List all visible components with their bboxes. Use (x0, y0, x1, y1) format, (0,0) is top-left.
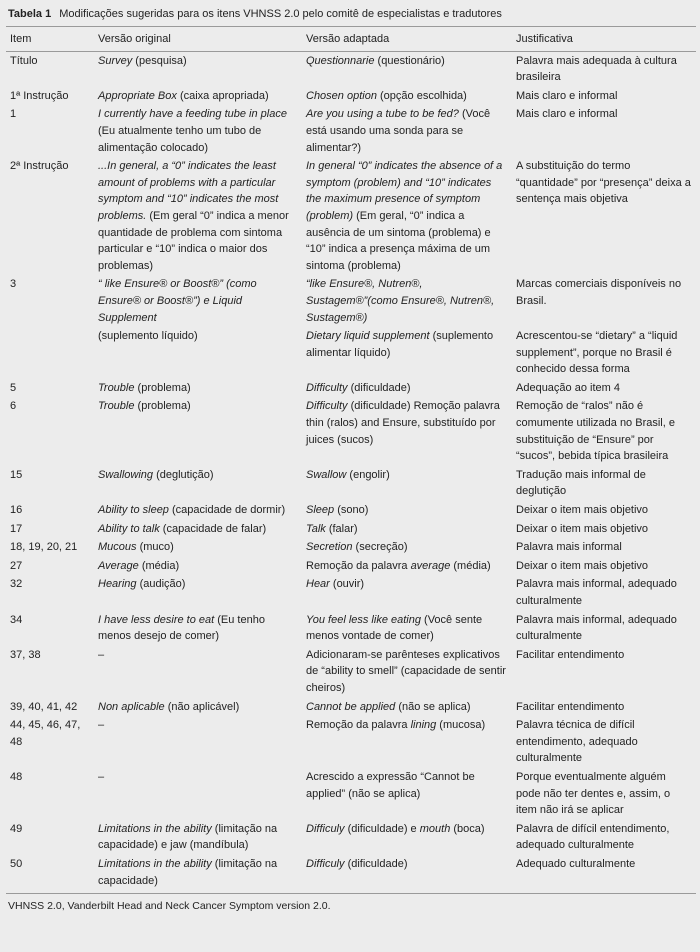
cell-original (94, 646, 302, 698)
cell-item: 3 (10, 278, 17, 291)
text: (Você está usando uma sonda para se alimentar?) (306, 108, 491, 154)
table-row (6, 646, 696, 698)
italic-text: Secretion (306, 541, 353, 554)
text: (Eu atualmente tenho um tubo de alimentação colocado) (98, 124, 262, 154)
table-row (6, 87, 696, 106)
text: (não aplicável) (164, 700, 240, 713)
header-justification: Justificativa (512, 29, 696, 51)
cell-original (94, 327, 302, 379)
cell-justification: Palavra mais informal, adequado culturalmente (516, 613, 677, 643)
text: (Você sente menos vontade de comer) (306, 613, 483, 643)
italic-text: Hear (306, 578, 330, 591)
header-original: Versão original (94, 29, 302, 51)
italic-text: In general “0” indicates the absence of a symptom (problem) and “10” indicates the maximum presence of symptom (problem) (306, 160, 503, 222)
cell-adapted (302, 157, 512, 275)
text: (dificuldade) Remoção palavra thin (ralos) and Ensure, substituído por juices (sucos) (306, 400, 500, 446)
text: (Eu tenho menos desejo de comer) (98, 613, 265, 643)
italic-text: average (410, 559, 451, 572)
cell-adapted (302, 105, 512, 157)
cell-original (94, 51, 302, 87)
text: (suplemento líquido) (98, 330, 198, 343)
italic-text: Are you using a tube to be fed? (306, 108, 459, 121)
italic-text: Difficulty (306, 400, 348, 413)
cell-justification: Porque eventualmente alguém pode não ter dentes e, assim, o item não irá se aplicar (516, 770, 671, 817)
table-row (6, 716, 696, 768)
italic-text: Limitations in the ability (98, 857, 212, 870)
cell-justification: Palavra mais informal, adequado culturalmente (516, 578, 677, 607)
table-row (6, 105, 696, 157)
italic-text: Hearing (98, 578, 137, 591)
table-row (6, 820, 696, 855)
italic-text: Questionnarie (306, 54, 375, 67)
text: (limitação na capacidade) e jaw (mandíbula) (98, 822, 278, 852)
text: (secreção) (352, 541, 408, 554)
text: (ouvir) (329, 578, 365, 591)
text: – (98, 770, 105, 783)
cell-original (94, 105, 302, 157)
cell-justification: Palavra de difícil entendimento, adequado culturalmente (516, 822, 670, 852)
cell-justification: Deixar o item mais objetivo (516, 522, 649, 535)
cell-original (94, 768, 302, 820)
cell-adapted (302, 466, 512, 501)
italic-text: Ability to talk (98, 522, 160, 535)
cell-adapted (302, 520, 512, 539)
italic-text: Survey (98, 54, 133, 67)
text: – (98, 648, 105, 661)
cell-adapted (302, 820, 512, 855)
cell-adapted (302, 51, 512, 87)
text: Acrescido a expressão “Cannot be applied” (não se aplica) (306, 770, 475, 800)
caption-divider (6, 26, 696, 27)
italic-text: Mucous (98, 541, 137, 554)
cell-adapted (302, 855, 512, 890)
table-caption (8, 7, 692, 21)
cell-justification: Deixar o item mais objetivo (516, 559, 649, 572)
cell-adapted (302, 379, 512, 398)
italic-text: lining (410, 719, 437, 732)
table-row (6, 538, 696, 557)
italic-text: Trouble (98, 400, 135, 413)
cell-item: 6 (10, 400, 17, 413)
cell-justification: Facilitar entendimento (516, 648, 625, 661)
cell-item: 50 (10, 857, 23, 870)
cell-item: 49 (10, 822, 23, 835)
text: (limitação na capacidade) (98, 857, 278, 887)
cell-original (94, 466, 302, 501)
text: (opção escolhida) (376, 89, 467, 102)
italic-text: You feel less like eating (306, 613, 421, 626)
text: (dificuldade) (347, 381, 411, 394)
cell-item: 34 (10, 613, 23, 626)
italic-text: Difficulty (306, 381, 348, 394)
cell-original (94, 611, 302, 646)
cell-original (94, 87, 302, 106)
cell-adapted (302, 87, 512, 106)
text: (falar) (325, 522, 358, 535)
cell-justification: Mais claro e informal (516, 89, 618, 102)
text: (dificuldade) (344, 857, 408, 870)
italic-text: ...In general, a “0” indicates the least amount of problems with a particular symptom and “10” indicates the most problems. (98, 160, 279, 222)
header-adapted: Versão adaptada (302, 29, 512, 51)
italic-text: Difficuly (306, 857, 345, 870)
text: (muco) (136, 541, 174, 554)
cell-adapted (302, 698, 512, 717)
cell-original (94, 157, 302, 275)
table-row (6, 698, 696, 717)
table-row (6, 611, 696, 646)
cell-justification: Marcas comerciais disponíveis no Brasil. (516, 278, 682, 307)
cell-justification: Tradução mais informal de deglutição (516, 468, 646, 498)
cell-original (94, 379, 302, 398)
cell-adapted (302, 646, 512, 698)
italic-text: Limitations in the ability (98, 822, 212, 835)
cell-item: 17 (10, 522, 23, 535)
text: (capacidade de falar) (159, 522, 267, 535)
italic-text: Ability to sleep (98, 504, 169, 517)
cell-original (94, 698, 302, 717)
italic-text: Cannot be applied (306, 700, 396, 713)
cell-justification: A substituição do termo “quantidade” por “presença” deixa a sentença mais objetiva (516, 160, 691, 206)
text: Remoção da palavra (306, 559, 411, 572)
text: (caixa apropriada) (176, 89, 269, 102)
italic-text: I currently have a feeding tube in place (98, 108, 287, 121)
cell-item: 44, 45, 46, 47, 48 (10, 719, 81, 748)
cell-item: 1 (10, 108, 17, 121)
text: (capacidade de dormir) (168, 504, 286, 517)
cell-original (94, 575, 302, 610)
italic-text: Swallow (306, 468, 347, 481)
cell-original (94, 397, 302, 465)
text: Remoção da palavra (306, 719, 411, 732)
cell-justification: Mais claro e informal (516, 108, 618, 121)
table-footnote: VHNSS 2.0, Vanderbilt Head and Neck Cancer Symptom version 2.0. (8, 900, 331, 913)
text: (problema) (134, 381, 191, 394)
cell-original (94, 716, 302, 768)
cell-justification: Facilitar entendimento (516, 700, 625, 713)
cell-item: Título (10, 54, 38, 67)
cell-item: 16 (10, 504, 23, 517)
cell-adapted (302, 501, 512, 520)
italic-text: Non aplicable (98, 700, 165, 713)
cell-original (94, 538, 302, 557)
text: (dificuldade) e (344, 822, 420, 835)
italic-text: “like Ensure®, Nutren®, Sustagem®”(como Ensure®, Nutren®, Sustagem®) (306, 278, 495, 324)
table-title: Modificações sugeridas para os itens VHNSS 2.0 pelo comitê de especialistas e tradutores (59, 8, 502, 20)
table-row (6, 557, 696, 576)
cell-original (94, 501, 302, 520)
italic-text: I have less desire to eat (98, 613, 215, 626)
cell-item: 37, 38 (10, 648, 41, 661)
cell-original (94, 275, 302, 327)
italic-text: Difficuly (306, 822, 345, 835)
cell-adapted (302, 327, 512, 379)
cell-item: 5 (10, 381, 17, 394)
italic-text: Appropriate Box (98, 89, 177, 102)
text: (questionário) (374, 54, 445, 67)
text: (não se aplica) (395, 700, 471, 713)
table-row (6, 855, 696, 890)
cell-item: 39, 40, 41, 42 (10, 700, 78, 713)
text: (Em geral “0” indica a menor quantidade de problema com sintoma particular e “10” indica o maior dos problemas) (98, 209, 289, 272)
cell-original (94, 855, 302, 890)
text: (suplemento alimentar líquido) (306, 330, 494, 359)
table-body (6, 51, 696, 890)
cell-original (94, 557, 302, 576)
text: (média) (450, 559, 491, 572)
cell-item: 48 (10, 770, 23, 783)
cell-justification: Adequado culturalmente (516, 857, 636, 870)
table-label: Tabela 1 (8, 8, 52, 20)
cell-item: 32 (10, 578, 23, 591)
text: (pesquisa) (132, 54, 187, 67)
text: (sono) (334, 504, 369, 517)
italic-text: Chosen option (306, 89, 377, 102)
table-row (6, 157, 696, 275)
table-row (6, 275, 696, 327)
italic-text: mouth (419, 822, 451, 835)
cell-justification: Adequação ao item 4 (516, 381, 620, 394)
cell-adapted (302, 397, 512, 465)
modifications-table (6, 29, 696, 890)
cell-adapted (302, 611, 512, 646)
cell-adapted (302, 557, 512, 576)
table-row (6, 520, 696, 539)
text: – (98, 719, 105, 732)
text: (audição) (136, 578, 186, 591)
table-row (6, 501, 696, 520)
header-item: Item (6, 29, 94, 51)
footer-divider (6, 893, 696, 894)
table-row (6, 397, 696, 465)
cell-justification: Palavra técnica de difícil entendimento, adequado culturalmente (516, 719, 638, 765)
italic-text: Average (98, 559, 139, 572)
cell-item: 27 (10, 559, 23, 572)
italic-text: Talk (306, 522, 326, 535)
table-row (6, 51, 696, 87)
cell-item: 1ª Instrução (10, 89, 69, 102)
cell-justification: Palavra mais informal (516, 541, 622, 554)
text: (Em geral, “0” indica a ausência de um sintoma (problema) e “10” indica a presença máxima de um sintoma (problema) (306, 209, 491, 272)
table-row (6, 327, 696, 379)
cell-adapted (302, 768, 512, 820)
cell-justification: Palavra mais adequada à cultura brasileira (516, 54, 677, 84)
cell-item: 2ª Instrução (10, 160, 69, 173)
table-row (6, 768, 696, 820)
cell-justification: Remoção de “ralos” não é comumente utilizada no Brasil, e substituição de “Ensure” por “sucos”, bebida típica brasileira (516, 400, 675, 463)
italic-text: Trouble (98, 381, 135, 394)
text: (boca) (450, 822, 485, 835)
text: Adicionaram-se parênteses explicativos de “ability to smell” (capacidade de sentir cheiros) (306, 648, 506, 694)
cell-item: 18, 19, 20, 21 (10, 541, 78, 554)
italic-text: “ like Ensure® or Boost®” (como Ensure® or Boost®”) e Liquid Supplement (98, 278, 257, 324)
cell-original (94, 820, 302, 855)
italic-text: Dietary liquid supplement (306, 330, 430, 343)
text: (mucosa) (436, 719, 486, 732)
cell-adapted (302, 575, 512, 610)
cell-adapted (302, 716, 512, 768)
italic-text: Sleep (306, 504, 335, 517)
table-row (6, 575, 696, 610)
cell-original (94, 520, 302, 539)
text: (média) (138, 559, 180, 572)
table-header-row (6, 29, 696, 51)
table-row (6, 466, 696, 501)
cell-item (6, 327, 94, 379)
cell-adapted (302, 275, 512, 327)
text: (deglutição) (153, 468, 214, 481)
cell-adapted (302, 538, 512, 557)
text: (problema) (134, 400, 191, 413)
cell-justification: Acrescentou-se “dietary” a “liquid supplement”, porque no Brasil é conhecido dessa forma (516, 330, 678, 376)
cell-item: 15 (10, 468, 23, 481)
italic-text: Swallowing (98, 468, 154, 481)
cell-justification: Deixar o item mais objetivo (516, 504, 649, 517)
text: (engolir) (346, 468, 390, 481)
table-row (6, 379, 696, 398)
